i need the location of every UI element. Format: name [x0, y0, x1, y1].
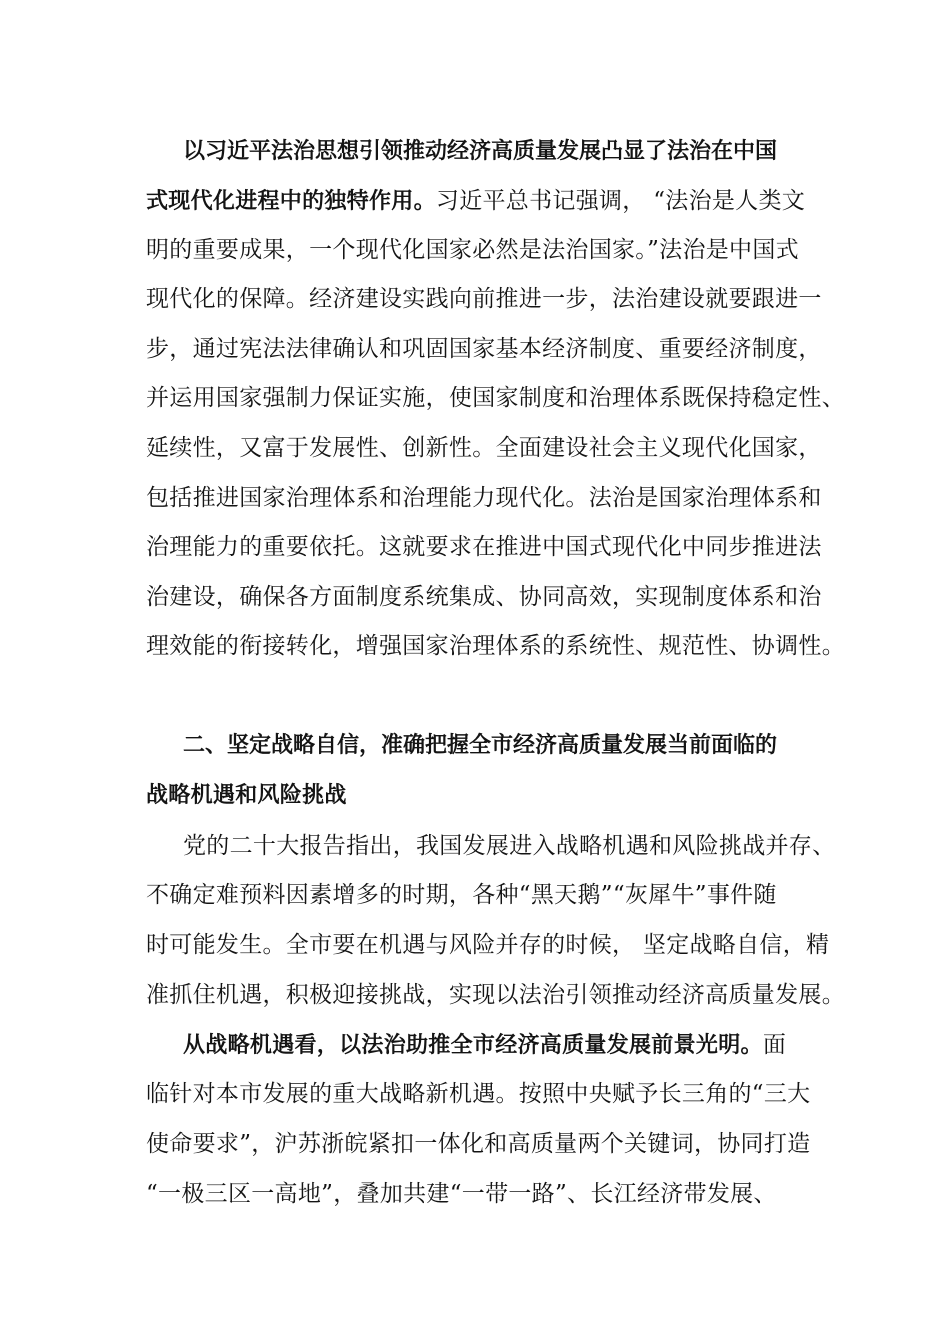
- paragraph1-bold-line1: 以习近平法治思想引领推动经济高质量发展凸显了法治在中国: [183, 139, 778, 164]
- paragraph3-bold-lead: 从战略机遇看，以法治助推全市经济高质量发展前景光明。: [183, 1033, 763, 1058]
- paragraph3-line: 使命要求”，沪苏浙皖紧扣一体化和高质量两个关键词，协同打造: [146, 1131, 811, 1157]
- paragraph1-line: 延续性，又富于发展性、创新性。全面建设社会主义现代化国家，: [146, 435, 822, 461]
- paragraph1-line: 治理能力的重要依托。这就要求在推进中国式现代化中同步推进法: [146, 534, 822, 560]
- paragraph1-line: 理效能的衔接转化，增强国家治理体系的系统性、规范性、协调性。: [146, 633, 845, 659]
- paragraph1-line: 治建设，确保各方面制度系统集成、协同高效，实现制度体系和治: [146, 584, 822, 610]
- paragraph2-line: 不确定难预料因素增多的时期，各种“黑天鹅”“灰犀牛”事件随: [146, 882, 777, 908]
- paragraph1-line2-rest: 习近平总书记强调， “法治是人类文: [435, 188, 806, 214]
- section-heading-line1: 二、坚定战略自信，准确把握全市经济高质量发展当前面临的: [183, 733, 778, 758]
- paragraph2-line: 时可能发生。全市要在机遇与风险并存的时候， 坚定战略自信，精: [146, 932, 830, 958]
- paragraph2-line: 党的二十大报告指出，我国发展进入战略机遇和风险挑战并存、: [183, 833, 836, 859]
- paragraph1-line: 步，通过宪法法律确认和巩固国家基本经济制度、重要经济制度，: [146, 336, 822, 362]
- paragraph1-line2: [146, 186, 826, 217]
- paragraph1-bold-line2: 式现代化进程中的独特作用。: [146, 189, 436, 214]
- paragraph1-line: 包括推进国家治理体系和治理能力现代化。法治是国家治理体系和: [146, 485, 822, 511]
- paragraph1-line: 现代化的保障。经济建设实践向前推进一步，法治建设就要跟进一: [146, 286, 822, 312]
- paragraph3-line1: [183, 1030, 863, 1061]
- paragraph3-line: “一极三区一高地”，叠加共建“一带一路”、长江经济带发展、: [146, 1181, 777, 1207]
- paragraph1-line: 明的重要成果，一个现代化国家必然是法治国家。”法治是中国式: [146, 237, 799, 263]
- paragraph1-line: 并运用国家强制力保证实施，使国家制度和治理体系既保持稳定性、: [146, 385, 845, 411]
- paragraph2-line: 准抓住机遇，积极迎接挑战，实现以法治引领推动经济高质量发展。: [146, 982, 845, 1008]
- paragraph3-lead-rest: 面: [762, 1032, 787, 1058]
- paragraph3-line: 临针对本市发展的重大战略新机遇。按照中央赋予长三角的“三大: [146, 1081, 811, 1107]
- section-heading-line2: 战略机遇和风险挑战: [146, 783, 347, 808]
